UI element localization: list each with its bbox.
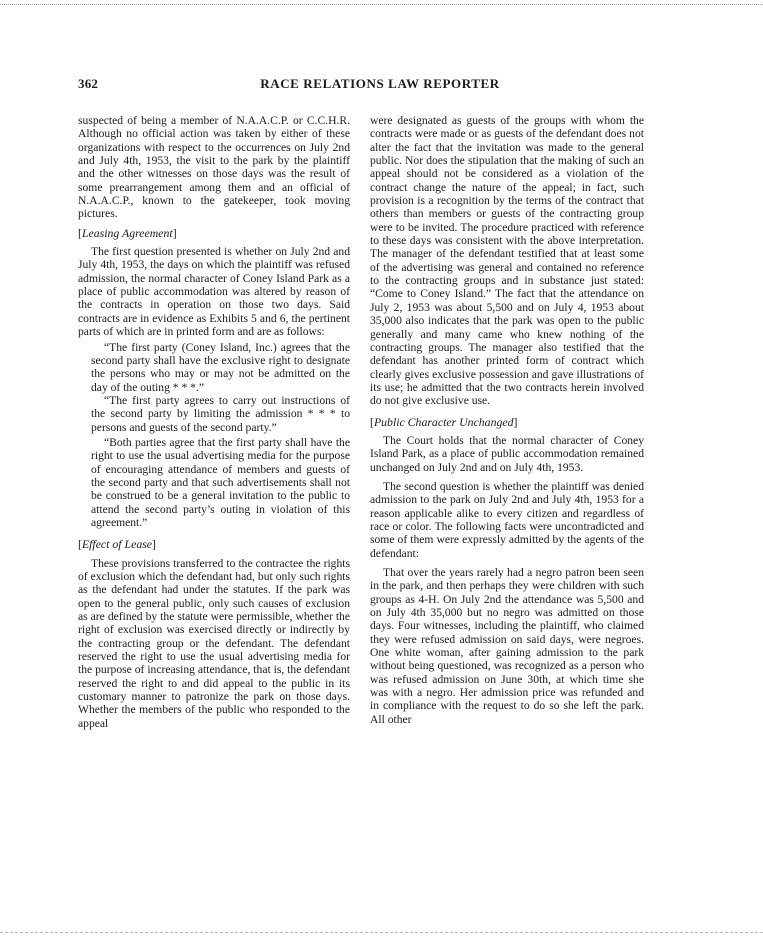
contract-quote-1: “The first party (Coney Island, Inc.) agrees that the second party shall have the exclusive right to designate the persons who may or may not be admitted on the day of the outing * * *.” bbox=[91, 340, 350, 394]
right-paragraph-2: The Court holds that the normal character of Coney Island Park, as a place of public accommodation remained unchanged on July 2nd and on July 4th, 1953. bbox=[370, 433, 644, 474]
right-paragraph-1: were designated as guests of the groups with whom the contracts were made or as guests of the defendant does not alter the fact that the invitation was made to the general public. Nor does the stipulation that the making of such an appeal should not be considered as a violation of the contract change the nature of the appeal; in fact, such provision is a recognition by the terms of the contract that others than members or guests of the contracting group were to be invited. The procedure practiced with reference to these days was consistent with the above interpretation. The manager of the defendant testified that at least some of the advertising was general and contained no reference to the contracting groups and in substance just stated: “Come to Coney Island.” The fact that the attendance on July 2, 1953 was about 5,500 and on July 4, 1953 about 35,000 also indicates that the park was open to the public generally and many came who knew nothing of the contracting groups. The manager also testified that the defendant has another printed form of contract which clearly gives exclusive possession and gave illustrations of its use; he admitted that the two contracts herein involved do not give exclusive use. bbox=[370, 114, 644, 408]
contract-quote-3: “Both parties agree that the first party shall have the right to use the usual advertising media for the purpose of encouraging attendance of members and guests of the second party and that such advertisements shall not be construed to be a general invitation to the public to attend the second party’s outing in violation of this agreement.” bbox=[91, 435, 350, 529]
left-paragraph-2: The first question presented is whether on July 2nd and July 4th, 1953, the days on which the plaintiff was refused admission, the normal character of Coney Island Park as a place of public accommodation was altered by reason of the contracts in operation on those two days. Said contracts are in evidence as Exhibits 5 and 6, the pertinent parts of which are in printed form and are as follows: bbox=[78, 245, 350, 339]
right-paragraph-3: The second question is whether the plaintiff was denied admission to the park on July 2nd and July 4th, 1953 for a reason applicable alike to every citizen and regardless of race or color. The following facts were uncontradicted and some of them were expressly admitted by the agents of the defendant: bbox=[370, 479, 644, 560]
contract-quote-2: “The first party agrees to carry out instructions of the second party by limiting the admission * * * to persons and guests of the second party.” bbox=[91, 393, 350, 434]
right-column bbox=[370, 114, 644, 726]
section-heading-text: Effect of Lease bbox=[81, 537, 153, 552]
left-paragraph-1: suspected of being a member of N.A.A.C.P. or C.C.H.R. Although no official action was taken by either of these organizations with respect to the occurrences on July 2nd and July 4th, 1953, the visit to the park by the plaintiff and the other witnesses on those days was the result of some prearrangement among them and an official of N.A.A.C.P., known to the gatekeeper, took moving pictures. bbox=[78, 114, 350, 221]
bottom-edge-rule bbox=[0, 932, 763, 933]
top-edge-rule bbox=[0, 4, 763, 5]
right-paragraph-4: That over the years rarely had a negro patron been seen in the park, and then perhaps they were children with such groups as 4-H. On July 2nd the attendance was 5,500 and on July 4th 35,000 but no negro was admitted on those days. Four witnesses, including the plaintiff, who claimed they were refused admission on said days, were negroes. One white woman, after gaining admission to the park without being questioned, was recognized as a person who was refused admission on June 30th, at which time she was with a negro. Her admission price was refunded and in compliance with the request to do so she left the park. All other bbox=[370, 566, 644, 726]
page-number: 362 bbox=[78, 76, 99, 91]
section-heading-text: Public Character Unchanged bbox=[373, 414, 514, 429]
page-header bbox=[78, 76, 682, 94]
section-heading-effect-of-lease: [Effect of Lease] bbox=[78, 537, 156, 552]
section-heading-leasing-agreement: [Leasing Agreement] bbox=[78, 225, 177, 240]
left-column bbox=[78, 114, 350, 730]
section-heading-text: Leasing Agreement bbox=[81, 225, 173, 240]
running-title: RACE RELATIONS LAW REPORTER bbox=[260, 76, 500, 91]
section-heading-public-character-unchanged: [Public Character Unchanged] bbox=[370, 414, 518, 429]
left-paragraph-3: These provisions transferred to the contractee the rights of exclusion which the defendant had, but only such rights as the defendant had under the statutes. If the park was open to the general public, only such causes of exclusion as are defined by the statute were permissible, whether the right of exclusion was exercised directly or indirectly by the contracting group or the defendant. The defendant reserved the right to use the usual advertising media for the purpose of increasing attendance, that is, the defendant reserved the right to and did appeal to the public in its customary manner to patronize the park on those days. Whether the members of the public who responded to the appeal bbox=[78, 556, 350, 730]
